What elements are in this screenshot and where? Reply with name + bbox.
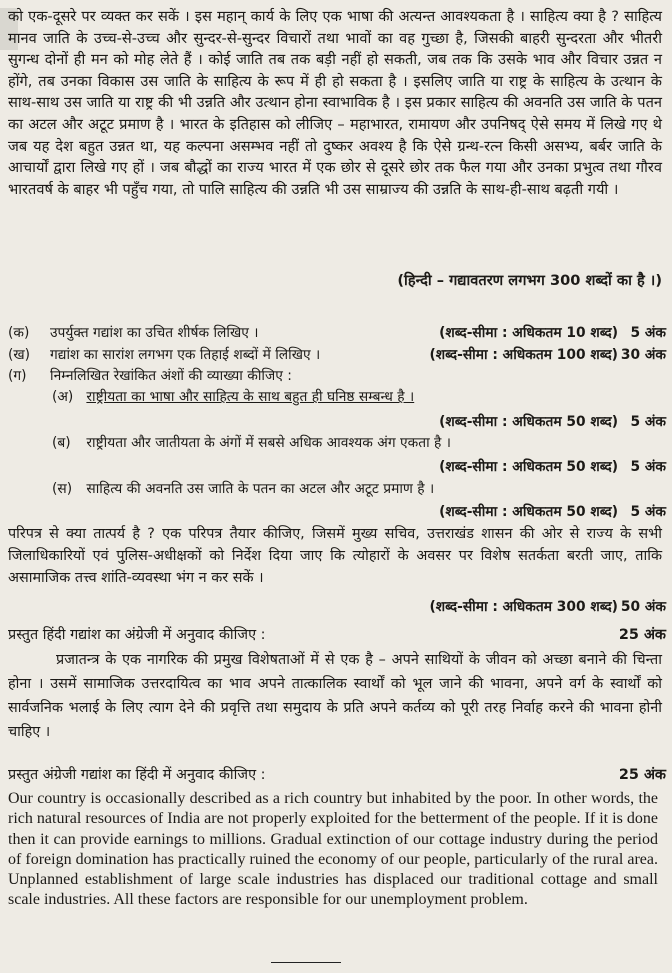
question-text: निम्नलिखित रेखांकित अंशों की व्याख्या कीजिए : [50,368,292,384]
section-heading: प्रस्तुत हिंदी गद्यांश का अंग्रेजी में अनुवाद कीजिए : [8,627,266,643]
word-limit: (शब्द-सीमा : अधिकतम 50 शब्द) [439,459,618,475]
marks: 25 अंक [618,767,666,783]
marks: 50 अंक [620,599,666,615]
word-limit: (शब्द-सीमा : अधिकतम 10 शब्द) [439,325,618,341]
subquestion-b [52,433,451,453]
question-label: (क) [8,325,30,341]
subquestion-s-limit-row [8,502,666,522]
question-text: गद्यांश का सारांश लगभग एक तिहाई शब्दों में लिखिए । [50,347,321,363]
marks: 30 अंक [620,347,666,363]
marks: 5 अंक [630,414,666,430]
subquestion-label: (स) [52,481,73,497]
circular-limit-row [8,597,666,617]
subquestion-a-limit-row [8,412,666,432]
marks: 5 अंक [630,325,666,341]
subquestion-label: (ब) [52,435,71,451]
word-limit: (शब्द-सीमा : अधिकतम 300 शब्द) [429,599,618,615]
marks: 25 अंक [618,627,666,643]
question-text: उपर्युक्त गद्यांश का उचित शीर्षक लिखिए । [50,325,259,341]
subquestion-label: (अ) [52,389,74,405]
english-to-hindi-heading-row [8,764,666,786]
hindi-to-english-heading-row [8,624,666,646]
question-ga [8,366,666,386]
word-limit: (शब्द-सीमा : अधिकतम 50 शब्द) [439,504,618,520]
hindi-passage: को एक-दूसरे पर व्यक्त कर सकें । इस महान् कार्य के लिए एक भाषा की अत्यन्त आवश्यकता है । साहित्य क्या है ? साहित्य मानव जाति के उच्च-से-उच्च और सुन्दर-से-सुन्दर विचारों तथा भावों का वह गुच्छा है, जिसकी बाहरी सुन्दरता और भीतरी सुगन्ध दोनों ही मन को मोह लेते हैं । कोई जाति तब तक बड़ी नहीं हो सकती, जब तक कि उसके भाव और विचार उन्नत न होंगे, तब उनका विकास उस जाति के साहित्य के रूप में ही हो सकता है । इसलिए जाति या राष्ट्र के साहित्य के उत्थान के साथ-साथ उस जाति या राष्ट्र की भी उन्नति और उत्थान होना स्वाभाविक है । इस प्रकार साहित्य की अवनति उस जाति के पतन का अटल और अटूट प्रमाण है । भारत के इतिहास को लीजिए – महाभारत, रामायण और उपनिषद् ऐसे समय में लिखे गए थे जब यह देश बहुत उन्नत था, यह कल्पना असम्भव नहीं तो दुष्कर अवश्य है कि ऐसे ग्रन्थ-रत्न किसी असभ्य, बर्बर जाति के आचार्यों द्वारा लिखे गए हों । जब बौद्धों का राज्य भारत में एक छोर से दूसरे छोर तक फैल गया और उनका प्रभुत्व तथा गौरव भारतवर्ष के बाहर भी पहुँच गया, तो पालि साहित्य की उन्नति भी उस साम्राज्य की उन्नति के साथ-ही-साथ बढ़ती गयी । [8,8,662,198]
subquestion-a [52,387,414,407]
subquestion-text: राष्ट्रीयता और जातीयता के अंगों में सबसे अधिक आवश्यक अंग एकता है । [86,435,451,451]
question-ka [8,323,666,343]
subquestion-text: साहित्य की अवनति उस जाति के पतन का अटल और अटूट प्रमाण है । [86,481,435,497]
footer-rule [271,962,341,963]
subquestion-text: राष्ट्रीयता का भाषा और साहित्य के साथ बहुत ही घनिष्ठ सम्बन्ध है । [86,389,415,405]
question-label: (ग) [8,368,27,384]
section-heading: प्रस्तुत अंग्रेजी गद्यांश का हिंदी में अनुवाद कीजिए : [8,767,266,783]
subquestion-s [52,479,434,499]
question-label: (ख) [8,347,31,363]
word-limit: (शब्द-सीमा : अधिकतम 100 शब्द) [429,347,618,363]
marks: 5 अंक [630,459,666,475]
marks: 5 अंक [630,504,666,520]
subquestion-b-limit-row [8,457,666,477]
question-kha [8,345,666,365]
english-translation-passage: Our country is occasionally described as a rich country but inhabited by the poor. In other words, the rich natural resources of India are not properly exploited for the betterment of the people. If it is done then it can provide earnings to millions. Gradual extinction of our cottage industry during the period of foreign domination has practically ruined the economy of our people, particularly of the rural area. Unplanned establishment of large scale industries has displaced our traditional cottage and small scale industries. All these factors are responsible for our unemployment problem. [8,790,658,909]
word-limit: (शब्द-सीमा : अधिकतम 50 शब्द) [439,414,618,430]
hindi-translation-passage: प्रजातन्त्र के एक नागरिक की प्रमुख विशेषताओं में से एक है – अपने साथियों के जीवन को अच्छा बनाने की चिन्ता होना । उसमें सामाजिक उत्तरदायित्व का भाव अपने तात्कालिक स्वार्थों को भूल जाने की भावना, अपने वर्ग के स्वार्थों को सार्वजनिक भलाई के लिए त्याग देने की प्रवृत्ति तथा समुदाय के प्रति अपने कर्तव्य को पूरी तरह निर्वाह करने की भावना होनी चाहिए । [8,652,662,740]
passage-source-note: (हिन्दी – गद्यावतरण लगभग 300 शब्दों का है ।) [397,272,662,289]
circular-question: परिपत्र से क्या तात्पर्य है ? एक परिपत्र तैयार कीजिए, जिसमें मुख्य सचिव, उत्तराखंड शासन की ओर से राज्य के सभी जिलाधिकारियों एवं पुलिस-अधीक्षकों को निर्देश दिया जाए कि त्योहारों के अवसर पर विशेष सतर्कता बरती जाए, ताकि असामाजिक तत्त्व शांति-व्यवस्था भंग न कर सकें । [8,526,662,586]
